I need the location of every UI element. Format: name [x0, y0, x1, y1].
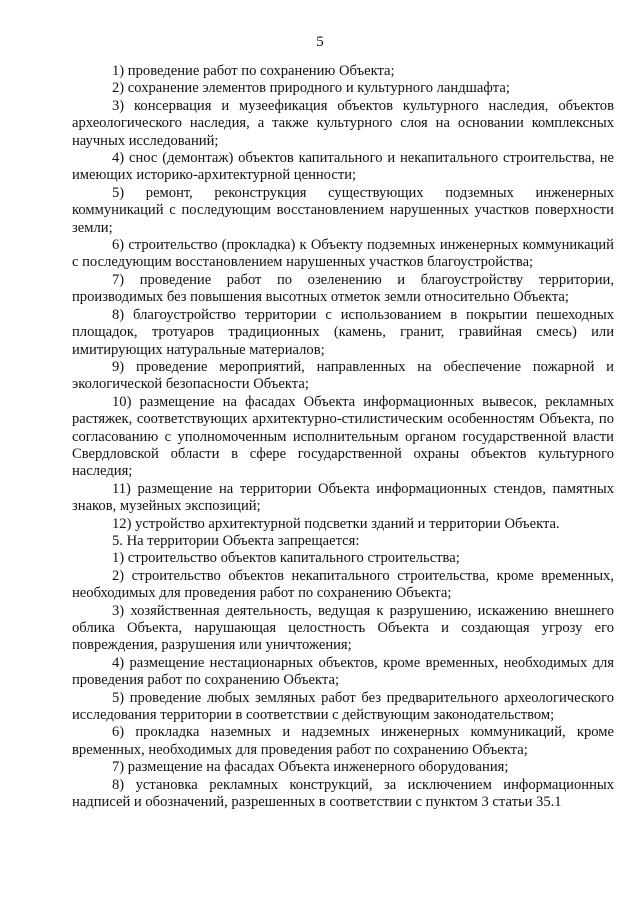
- paragraph: 5) проведение любых земляных работ без предварительного археологического исследования территории в соответствии с действующим законодательством;: [72, 689, 614, 724]
- paragraph: 2) строительство объектов некапитального строительства, кроме временных, необходимых для проведения работ по сохранению Объекта;: [72, 567, 614, 602]
- paragraph: 1) проведение работ по сохранению Объекта;: [112, 63, 395, 79]
- paragraph: 4) снос (демонтаж) объектов капитального и некапитального строительства, не имеющих историко-архитектурной ценности;: [72, 150, 614, 184]
- paragraph: 10) размещение на фасадах Объекта информационных вывесок, рекламных растяжек, соответствующих архитектурно-стилистическим особенностям Объекта, по согласованию с уполномоченным исполнительным органом государственной власти Свердловской области в сфере государственной охраны объектов культурного наследия;: [72, 393, 614, 480]
- paragraph: 5) ремонт, реконструкция существующих подземных инженерных коммуникаций с последующим восстановлением нарушенных участков поверхности земли;: [72, 184, 614, 236]
- paragraph: 7) проведение работ по озеленению и благоустройству территории, производимых без повышения высотных отметок земли относительно Объекта;: [72, 271, 614, 306]
- page-number: 5: [316, 34, 324, 50]
- paragraph: 8) благоустройство территории с использованием в покрытии пешеходных площадок, тротуаров традиционных (камень, гранит, гравийная смесь) или имитирующих натуральные материалов;: [72, 306, 614, 358]
- paragraph: 6) прокладка наземных и надземных инженерных коммуникаций, кроме временных, необходимых для проведения работ по сохранению Объекта;: [72, 724, 614, 758]
- paragraph: 3) консервация и музеефикация объектов культурного наследия, объектов археологического наследия, а также культурного слоя на основании комплексных научных исследований;: [72, 97, 614, 149]
- paragraph: 11) размещение на территории Объекта информационных стендов, памятных знаков, музейных экспозиций;: [72, 480, 614, 515]
- paragraph: 8) установка рекламных конструкций, за исключением информационных надписей и обозначений, разрешенных в соответствии с пунктом 3 статьи 35.1: [72, 776, 614, 811]
- paragraph: 7) размещение на фасадах Объекта инженерного оборудования;: [112, 759, 509, 776]
- paragraph: 3) хозяйственная деятельность, ведущая к разрушению, искажению внешнего облика Объекта, нарушающая целостность Объекта и создающая угрозу его повреждения, разрушения или уничтожения;: [72, 602, 614, 654]
- document-body: [72, 63, 614, 811]
- section-heading: 5. На территории Объекта запрещается:: [112, 532, 360, 549]
- paragraph: 4) размещение нестационарных объектов, кроме временных, необходимых для проведения работ по сохранению Объекта;: [72, 654, 614, 689]
- paragraph: 1) строительство объектов капитального строительства;: [112, 550, 460, 567]
- paragraph: 12) устройство архитектурной подсветки зданий и территории Объекта.: [112, 515, 560, 532]
- paragraph: 6) строительство (прокладка) к Объекту подземных инженерных коммуникаций с последующим восстановлением нарушенных участков благоустройства;: [72, 237, 614, 271]
- paragraph: 9) проведение мероприятий, направленных на обеспечение пожарной и экологической безопасности Объекта;: [72, 358, 614, 393]
- paragraph: 2) сохранение элементов природного и культурного ландшафта;: [112, 80, 510, 97]
